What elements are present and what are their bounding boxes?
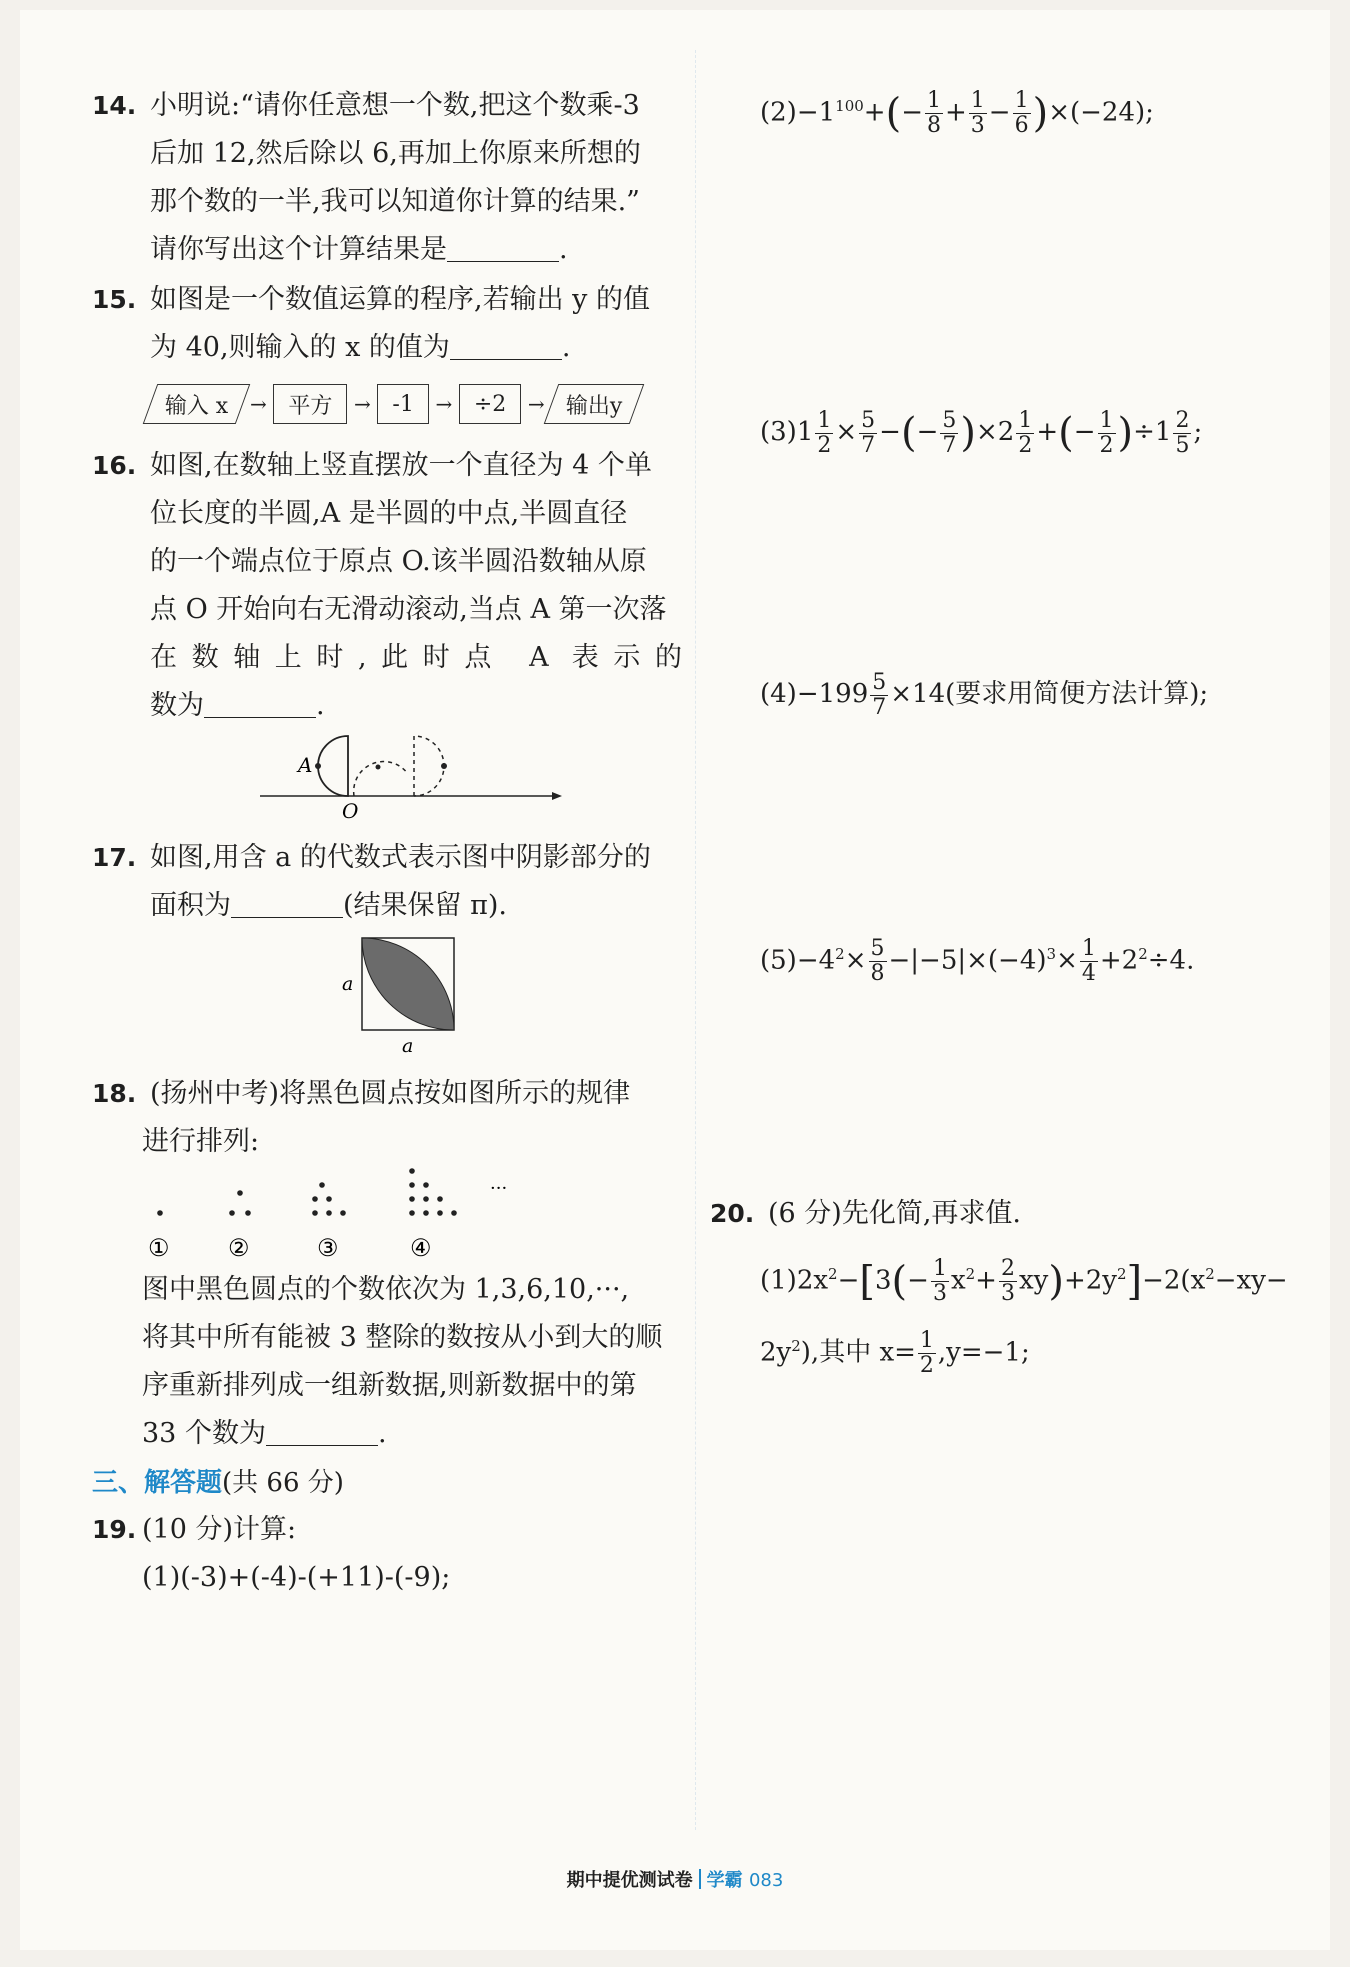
text-line: 点 O 开始向右无滑动滚动,当点 A 第一次落 <box>150 594 667 625</box>
text-line: (6 分)先化简,再求值. <box>768 1198 1021 1229</box>
answer-blank <box>447 231 559 262</box>
column-divider <box>695 50 696 1830</box>
answer-blank <box>204 687 316 718</box>
shaded-region <box>362 938 454 1030</box>
point-a-rolled <box>441 763 447 769</box>
shaded-square-figure <box>92 936 682 1056</box>
answer-blank <box>231 887 343 918</box>
text-line: (扬州中考)将黑色圆点按如图所示的规律 <box>150 1078 631 1109</box>
question-number: 19. <box>92 1515 137 1544</box>
footer-brand: 学霸 <box>706 1870 743 1891</box>
label-1: ① <box>148 1234 170 1262</box>
page-sheet <box>20 10 1330 1950</box>
question-19 <box>92 1506 682 1602</box>
question-14 <box>92 82 682 274</box>
question-number: 15. <box>92 285 137 314</box>
question-15 <box>92 276 682 372</box>
semicircle-dashed <box>414 736 444 796</box>
text-line: 后加 12,然后除以 6,再加上你原来所想的 <box>150 138 641 169</box>
ellipsis: ··· <box>490 1178 508 1199</box>
page-footer <box>0 1866 1350 1892</box>
flow-input: 输入 x <box>143 384 251 424</box>
question-16 <box>92 442 682 730</box>
sub-question-20-1: $(1)2x^2-[3(-$ $\frac{1}{3}$ $x^2+$ $\frac{2}{3}$ $xy)+2y^2]-2(x^2-xy-$ <box>760 1256 1288 1307</box>
left-column <box>92 82 682 1602</box>
question-17 <box>92 834 682 930</box>
text-line: 将其中所有能被 3 整除的数按从小到大的顺 <box>142 1322 663 1353</box>
label-o: O <box>342 799 359 820</box>
dot-pattern-figure <box>92 1166 682 1266</box>
flow-step-minus: -1 <box>377 384 428 424</box>
question-18 <box>92 1070 682 1166</box>
label-4: ④ <box>410 1234 432 1262</box>
answer-blank <box>450 329 562 360</box>
label-side: a <box>342 973 354 995</box>
arrow-icon: → <box>527 392 545 416</box>
section-heading: 三、解答题(共 66 分) <box>92 1468 344 1498</box>
page-number: 083 <box>748 1870 784 1891</box>
text-line: 序重新排列成一组新数据,则新数据中的第 <box>142 1370 637 1401</box>
flow-output: 输出y <box>544 384 645 424</box>
flow-diagram <box>150 384 682 424</box>
question-number: 17. <box>92 843 137 872</box>
sub-question-4: (4)−199 $\frac{5}{7}$ ×14(要求用简便方法计算); <box>760 669 1209 720</box>
flow-step-square: 平方 <box>273 384 347 424</box>
arrow-icon: → <box>250 392 267 416</box>
question-number: 18. <box>92 1079 137 1108</box>
text-line: 位长度的半圆,A 是半圆的中点,半圆直径 <box>150 498 628 529</box>
text-line: 在数轴上时,此时点 A 表示的 <box>150 642 682 673</box>
sub-question-1: (1)(-3)+(-4)-(+11)-(-9); <box>142 1562 451 1593</box>
text-line: 小明说:“请你任意想一个数,把这个数乘-3 <box>150 90 640 121</box>
flow-step-divide: ÷2 <box>459 384 521 424</box>
question-18-cont <box>92 1266 682 1458</box>
text-line: 进行排列: <box>142 1126 260 1157</box>
text-line: 的一个端点位于原点 O.该半圆沿数轴从原 <box>150 546 647 577</box>
sub-question-5: $(5)-4^2\times$ $\frac{5}{8}$ $-|-5|\times(-4)^3\times$ $\frac{1}{4}$ $+2^2\div 4$. <box>760 936 1195 987</box>
text-line: 如图是一个数值运算的程序,若输出 y 的值 <box>150 284 651 315</box>
point-a <box>315 763 321 769</box>
text-line: 如图,在数轴上竖直摆放一个直径为 4 个单 <box>150 450 652 481</box>
text-line: 如图,用含 a 的代数式表示图中阴影部分的 <box>150 842 651 873</box>
rolling-path <box>354 762 408 796</box>
text-line: 那个数的一半,我可以知道你计算的结果.” <box>150 186 640 217</box>
sub-question-3: (3)1 $\frac{1}{2}$ × $\frac{5}{7}$ −(− $\frac{5}{7}$ )×2 $\frac{1}{2}$ +(− $\frac{1}{2}$ )÷1 $\frac{2}{5}$ ; <box>760 407 1203 458</box>
label-2: ② <box>228 1234 250 1262</box>
semicircle-figure <box>92 734 682 820</box>
mid-point <box>376 765 381 770</box>
question-number: 14. <box>92 91 137 120</box>
answer-blank <box>266 1415 378 1446</box>
question-20 <box>710 1190 1350 1238</box>
text-line: 33 个数为 . <box>142 1410 682 1458</box>
semicircle <box>318 736 348 796</box>
footer-divider <box>699 1869 701 1889</box>
sub-question-20-1-cont: $2y^2$),其中 x= $\frac{1}{2}$ ,y=−1; <box>760 1328 1030 1379</box>
text-line: 面积为 (结果保留 π). <box>150 882 682 930</box>
sub-question-2: $(2)-1^{100}+(-$ $\frac{1}{8}$ + $\frac{1}{3}$ − $\frac{1}{6}$ )×(−24); <box>760 88 1154 139</box>
dots <box>157 1168 457 1216</box>
text-line: 图中黑色圆点的个数依次为 1,3,6,10,···, <box>142 1274 630 1305</box>
footer-title: 期中提优测试卷 <box>566 1870 693 1891</box>
axis-arrow-icon <box>552 792 562 800</box>
label-bottom: a <box>402 1035 414 1056</box>
label-a: A <box>298 753 313 777</box>
text-line: (10 分)计算: <box>142 1514 297 1545</box>
arrow-icon: → <box>354 392 371 416</box>
text-line: 数为 . <box>150 682 682 730</box>
question-number: 20. <box>710 1199 755 1228</box>
label-3: ③ <box>317 1234 339 1262</box>
arrow-icon: → <box>435 392 453 416</box>
text-line: 请你写出这个计算结果是 . <box>150 226 682 274</box>
question-number: 16. <box>92 451 137 480</box>
text-line: 为 40,则输入的 x 的值为 . <box>150 324 682 372</box>
